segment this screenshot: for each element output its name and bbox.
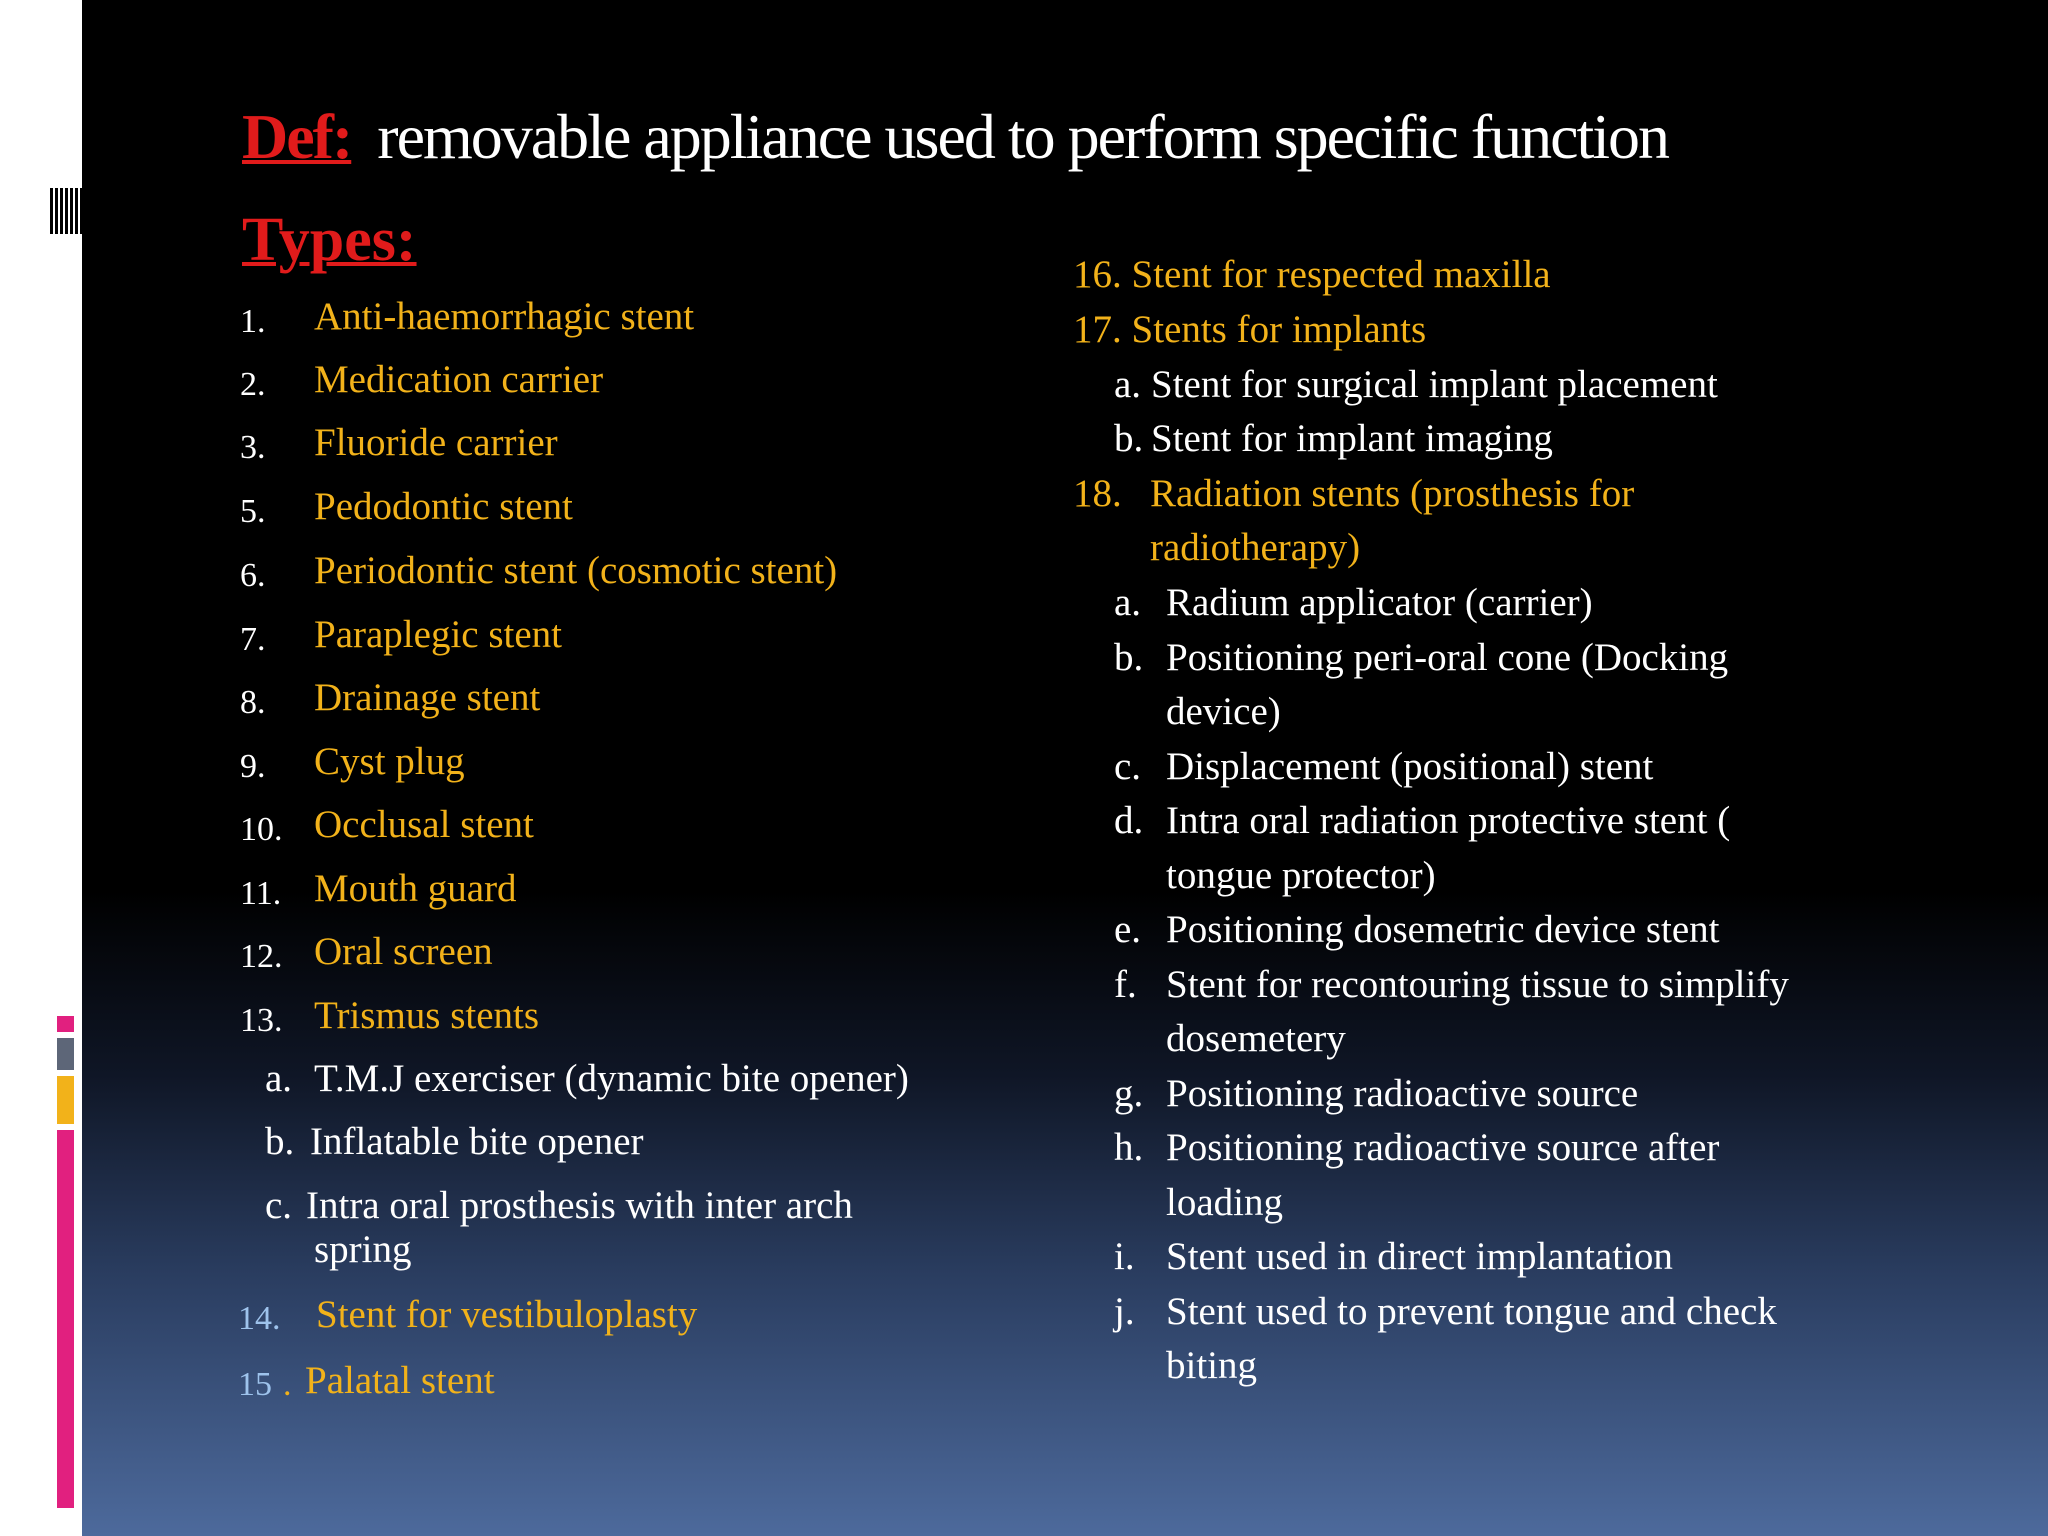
list-item: Stent for vestibuloplasty xyxy=(316,1293,698,1336)
sub-item-letter: b. xyxy=(1114,417,1144,460)
sub-item-continuation: biting xyxy=(1166,1344,1258,1387)
sub-item: Stent used in direct implantation xyxy=(1166,1235,1673,1278)
sub-item: Intra oral radiation protective stent ( xyxy=(1166,799,1731,842)
list-item-number: 5. xyxy=(240,493,266,530)
sub-item-letter: a. xyxy=(265,1057,293,1100)
sub-item: Stent for implant imaging xyxy=(1151,417,1553,460)
def-label: Def: xyxy=(242,101,352,172)
list-item-17: 17. Stents for implants xyxy=(1073,308,1427,351)
sub-item: Stent for surgical implant placement xyxy=(1151,363,1718,406)
sub-item: Positioning radioactive source after xyxy=(1166,1126,1720,1169)
sub-item-letter: j. xyxy=(1114,1290,1135,1333)
list-item: Occlusal stent xyxy=(314,803,534,846)
sub-item: Radium applicator (carrier) xyxy=(1166,581,1593,624)
sub-item-letter: c. xyxy=(1114,745,1142,788)
sub-item-letter: c. xyxy=(265,1184,293,1227)
sub-item: Positioning radioactive source xyxy=(1166,1072,1639,1115)
list-item: Fluoride carrier xyxy=(314,421,558,464)
sub-item-letter: a. xyxy=(1114,581,1142,624)
list-item: Trismus stents xyxy=(314,994,540,1037)
sub-item: Displacement (positional) stent xyxy=(1166,745,1654,788)
list-item-16: 16. Stent for respected maxilla xyxy=(1073,253,1551,296)
list-item-number: 12. xyxy=(240,938,283,975)
list-item: Periodontic stent (cosmotic stent) xyxy=(314,549,838,592)
list-item-18-number: 18. xyxy=(1073,472,1122,515)
list-item-18-continuation: radiotherapy) xyxy=(1150,526,1361,569)
decorative-stripes xyxy=(48,188,82,234)
definition-text: removable appliance used to perform specific function xyxy=(377,101,1669,172)
list-item-number: 15 xyxy=(238,1366,272,1403)
sub-item-letter: b. xyxy=(1114,636,1144,679)
sub-item-letter: h. xyxy=(1114,1126,1144,1169)
decorative-bar-pink-small xyxy=(57,1016,74,1032)
list-item-number: 8. xyxy=(240,684,266,721)
sub-item-letter: e. xyxy=(1114,908,1142,951)
list-item-number: 1. xyxy=(240,303,266,340)
sub-item-letter: g. xyxy=(1114,1072,1144,1115)
sub-item-letter: i. xyxy=(1114,1235,1135,1278)
decorative-bar-pink xyxy=(57,1130,74,1508)
list-item: Mouth guard xyxy=(314,867,517,910)
sub-item: Positioning dosemetric device stent xyxy=(1166,908,1720,951)
list-item-number: 7. xyxy=(240,621,266,658)
list-item-number: 6. xyxy=(240,557,266,594)
list-item-number: 2. xyxy=(240,366,266,403)
sub-item-letter: f. xyxy=(1114,963,1137,1006)
list-item-number: 3. xyxy=(240,429,266,466)
slide-title xyxy=(242,100,1668,174)
sub-item: Positioning peri-oral cone (Docking xyxy=(1166,636,1729,679)
sub-item-continuation: loading xyxy=(1166,1181,1283,1224)
sub-item-continuation: tongue protector) xyxy=(1166,854,1436,897)
list-item: Medication carrier xyxy=(314,358,604,401)
sub-item: T.M.J exerciser (dynamic bite opener) xyxy=(314,1057,909,1100)
sub-item: Stent used to prevent tongue and check xyxy=(1166,1290,1777,1333)
list-item-number: 13. xyxy=(240,1002,283,1039)
list-item-separator: . xyxy=(283,1366,292,1403)
sub-item: Inflatable bite opener xyxy=(310,1120,644,1163)
sub-item: Intra oral prosthesis with inter arch xyxy=(306,1184,853,1227)
list-item: Oral screen xyxy=(314,930,493,973)
list-item: Paraplegic stent xyxy=(314,613,562,656)
list-item-number: 10. xyxy=(240,811,283,848)
list-item: Pedodontic stent xyxy=(314,485,573,528)
sub-item-continuation: spring xyxy=(314,1228,412,1271)
sub-item-continuation: device) xyxy=(1166,690,1281,733)
list-item-18: Radiation stents (prosthesis for xyxy=(1150,472,1635,515)
sub-item: Stent for recontouring tissue to simplify xyxy=(1166,963,1789,1006)
sub-item-letter: a. xyxy=(1114,363,1142,406)
decorative-bar-grey xyxy=(57,1038,74,1070)
sub-item-letter: b. xyxy=(265,1120,295,1163)
list-item: Anti-haemorrhagic stent xyxy=(314,295,695,338)
sub-item-letter: d. xyxy=(1114,799,1144,842)
list-item: Cyst plug xyxy=(314,740,465,783)
list-item: Palatal stent xyxy=(305,1359,495,1402)
decorative-bar-gold xyxy=(57,1076,74,1124)
list-item-number: 14. xyxy=(238,1300,281,1337)
list-item: Drainage stent xyxy=(314,676,541,719)
list-item-number: 9. xyxy=(240,748,266,785)
list-item-number: 11. xyxy=(240,875,282,912)
types-heading: Types: xyxy=(242,206,417,274)
sub-item-continuation: dosemetery xyxy=(1166,1017,1346,1060)
